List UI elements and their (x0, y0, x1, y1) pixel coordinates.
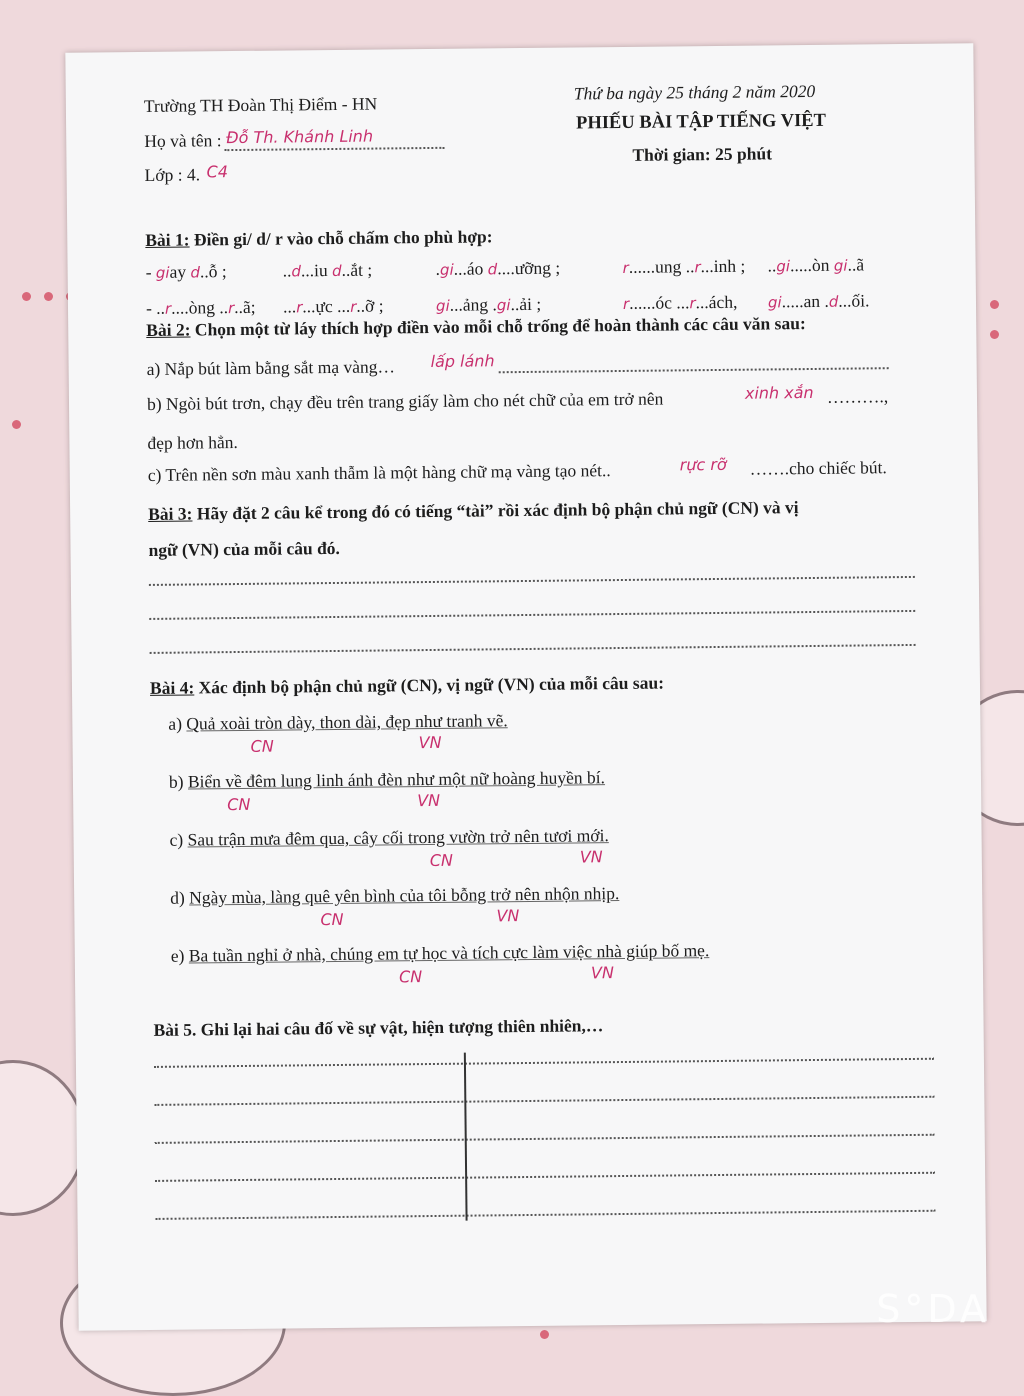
time-limit: Thời gian: 25 phút (632, 143, 772, 165)
bai1-fill: d (332, 262, 342, 280)
bai1-row1 (65, 43, 973, 53)
bai4-cn-mark: CN (399, 967, 422, 986)
bai4-vn-mark: VN (496, 906, 519, 925)
bai1-text: ay (169, 261, 190, 281)
bai4-cn-mark: CN (320, 910, 343, 929)
class-value: C4 (206, 162, 228, 181)
bai1-item (436, 258, 561, 280)
bai1-fill: d (829, 293, 839, 311)
bai1-text: ..ã; (234, 297, 256, 317)
bai1-text: . (436, 259, 441, 279)
bai1-fill: r (296, 298, 302, 316)
bai4-text: Ba tuần nghỉ ở nhà, chúng em tự học và tích cực làm việc nhà giúp bố mẹ. (189, 940, 710, 965)
bai3-answer-line-1 (149, 576, 915, 586)
bai2-label: Bài 2: (146, 319, 190, 339)
bai1-label: Bài 1: (145, 229, 189, 249)
bai2-text: Chọn một từ láy thích hợp điền vào mỗi chỗ trống để hoàn thành các câu văn sau: (190, 313, 805, 339)
bai4-text: Quả xoài tròn dày, thon dài, đẹp như tranh vẽ. (186, 710, 508, 733)
bai1-text: ..ải ; (510, 294, 541, 314)
bai1-text: .....an . (782, 291, 829, 311)
bai1-text: ...ách, (696, 292, 738, 312)
bai5-line-1 (154, 1058, 934, 1068)
bai4-items (65, 43, 973, 53)
bai1-text: ..ỡ ; (356, 295, 383, 315)
bai1-fill: gi (834, 257, 848, 275)
name-dotline (224, 147, 444, 151)
bai4-key: e) (171, 946, 189, 966)
bai2-c-text: c) Trên nền sơn màu xanh thẫm là một hàng chữ mạ vàng tạo nét.. (148, 460, 611, 486)
date-line: Thứ ba ngày 25 tháng 2 năm 2020 (574, 81, 816, 105)
bai1-text: ...ực ... (302, 296, 350, 317)
bai4-sentence (170, 883, 619, 909)
bai2-b-text: b) Ngòi bút trơn, chạy đều trên trang giấy làm cho nét chữ của em trở nên (147, 389, 664, 415)
bai3-heading (148, 497, 799, 525)
bai1-item (436, 294, 541, 316)
school-name: Trường TH Đoàn Thị Điểm - HN (144, 94, 377, 117)
bai2-a-fill: lấp lánh (430, 351, 494, 371)
bai4-sentence (168, 710, 508, 735)
bai4-sentence (169, 825, 608, 851)
bai4-cn-mark: CN (227, 795, 250, 814)
bai1-item (146, 297, 256, 319)
bai1-text: ..ỗ ; (200, 261, 227, 281)
bai4-sentence (171, 940, 710, 967)
bai4-label: Bài 4: (150, 677, 194, 697)
bai2-b-end: ………., (827, 386, 888, 408)
bai1-text: ......ung .. (629, 256, 695, 277)
bai1-fill: gi (156, 264, 170, 282)
soda-watermark: S°DA (876, 1287, 990, 1331)
bai1-fill: r (623, 295, 629, 313)
bai1-fill: r (694, 258, 700, 276)
bai1-text: ..ã (847, 254, 864, 274)
bai4-key: b) (169, 772, 188, 792)
bai4-cn-mark: CN (430, 851, 453, 870)
bai1-fill: d (291, 262, 301, 280)
bai4-heading (150, 673, 664, 699)
bai1-fill: r (228, 299, 234, 317)
bai1-fill: gi (768, 293, 782, 311)
bai2-c-fill: rực rỡ (680, 455, 727, 474)
bai4-text: Biển về đêm lung linh ánh đèn như một nữ hoàng huyền bí. (188, 767, 605, 791)
bai1-item (623, 256, 746, 278)
bai3-label: Bài 3: (148, 503, 192, 523)
name-label: Họ và tên : (144, 130, 221, 152)
bai4-text: Sau trận mưa đêm qua, cây cối trong vườn trở nên tươi mới. (187, 825, 608, 849)
bai5-heading: Bài 5. Ghi lại hai câu đố về sự vật, hiện tượng thiên nhiên,… (153, 1015, 603, 1041)
bai1-fill: r (623, 259, 629, 277)
bai1-text: .. (283, 260, 292, 280)
bai5-line-2 (154, 1096, 934, 1106)
bai4-sentence (169, 767, 605, 793)
bai5-line-5 (156, 1210, 936, 1220)
bai4-key: d) (170, 888, 189, 908)
bai1-item (283, 260, 373, 282)
worksheet-title: PHIẾU BÀI TẬP TIẾNG VIỆT (576, 111, 826, 135)
bai1-fill: d (190, 263, 200, 281)
bai1-text: ...áo (454, 258, 488, 278)
bai1-text: .. (767, 255, 776, 275)
bai1-fill: gi (497, 296, 511, 314)
bai1-text: ... (283, 296, 296, 316)
background-pattern-left (0, 1060, 86, 1216)
bai1-item (767, 254, 864, 276)
bai1-text: ...ảng . (450, 294, 497, 314)
bai2-a-text: a) Nắp bút làm bằng sắt mạ vàng… (147, 356, 396, 380)
bai1-text: ....òng .. (171, 297, 228, 318)
bai1-fill: gi (440, 261, 454, 279)
bai1-item (146, 261, 227, 283)
bai1-text: - .. (146, 298, 165, 318)
bai1-heading (145, 226, 492, 251)
bai5-line-3 (155, 1134, 935, 1144)
bai1-fill: gi (776, 257, 790, 275)
bai1-fill: r (689, 294, 695, 312)
bai4-vn-mark: VN (417, 791, 440, 810)
bai3-answer-line-2 (149, 610, 915, 620)
bai1-text: - (146, 262, 156, 282)
bai4-key: a) (168, 714, 186, 734)
bai1-item (623, 292, 738, 314)
bai1-text: ...inh ; (700, 256, 745, 276)
bai2-c-end: …….cho chiếc bút. (750, 457, 887, 479)
bai2-a-dotline (499, 367, 889, 373)
bai4-cn-mark: CN (251, 737, 274, 756)
bai1-text: ......óc ... (629, 292, 689, 313)
bai4-key: c) (169, 830, 187, 850)
worksheet-paper (65, 43, 986, 1330)
bai1-fill: r (350, 298, 356, 316)
bai1-fill: gi (436, 297, 450, 315)
class-label: Lớp : 4. (145, 164, 201, 186)
bai1-text: ....ưỡng ; (497, 258, 560, 279)
bai3-line1: Hãy đặt 2 câu kể trong đó có tiếng “tài” rồi xác định bộ phận chủ ngữ (CN) và vị (192, 497, 798, 523)
bai5-divider (464, 1053, 468, 1221)
bai1-fill: r (165, 300, 171, 318)
bai1-fill: d (488, 260, 498, 278)
bai1-text: ...ối. (838, 290, 869, 310)
bai3-answer-line-3 (150, 644, 916, 654)
bai4-vn-mark: VN (591, 963, 614, 982)
bai1-text: ..ắt ; (341, 260, 372, 280)
bai1-text: Điền gi/ d/ r vào chỗ chấm cho phù hợp: (189, 226, 492, 249)
bai1-text: .....òn (790, 255, 834, 275)
bai1-row2 (65, 43, 973, 53)
bai3-line2: ngữ (VN) của mỗi câu đó. (148, 538, 340, 561)
bai4-vn-mark: VN (418, 733, 441, 752)
bai4-vn-mark: VN (580, 847, 603, 866)
bai1-item (283, 295, 384, 317)
bai1-text: ...iu (301, 260, 332, 280)
bai4-text: Xác định bộ phận chủ ngữ (CN), vị ngữ (VN) của mỗi câu sau: (194, 673, 664, 698)
bai4-text: Ngày mùa, làng quê yên bình của tôi bỗng trở nên nhộn nhịp. (189, 883, 619, 908)
bai5-line-4 (155, 1172, 935, 1182)
bai2-b-cont: đẹp hơn hẳn. (147, 432, 238, 454)
name-value: Đỗ Th. Khánh Linh (226, 127, 373, 148)
bai2-b-fill: xinh xắn (745, 383, 814, 403)
bai1-item (768, 290, 870, 312)
